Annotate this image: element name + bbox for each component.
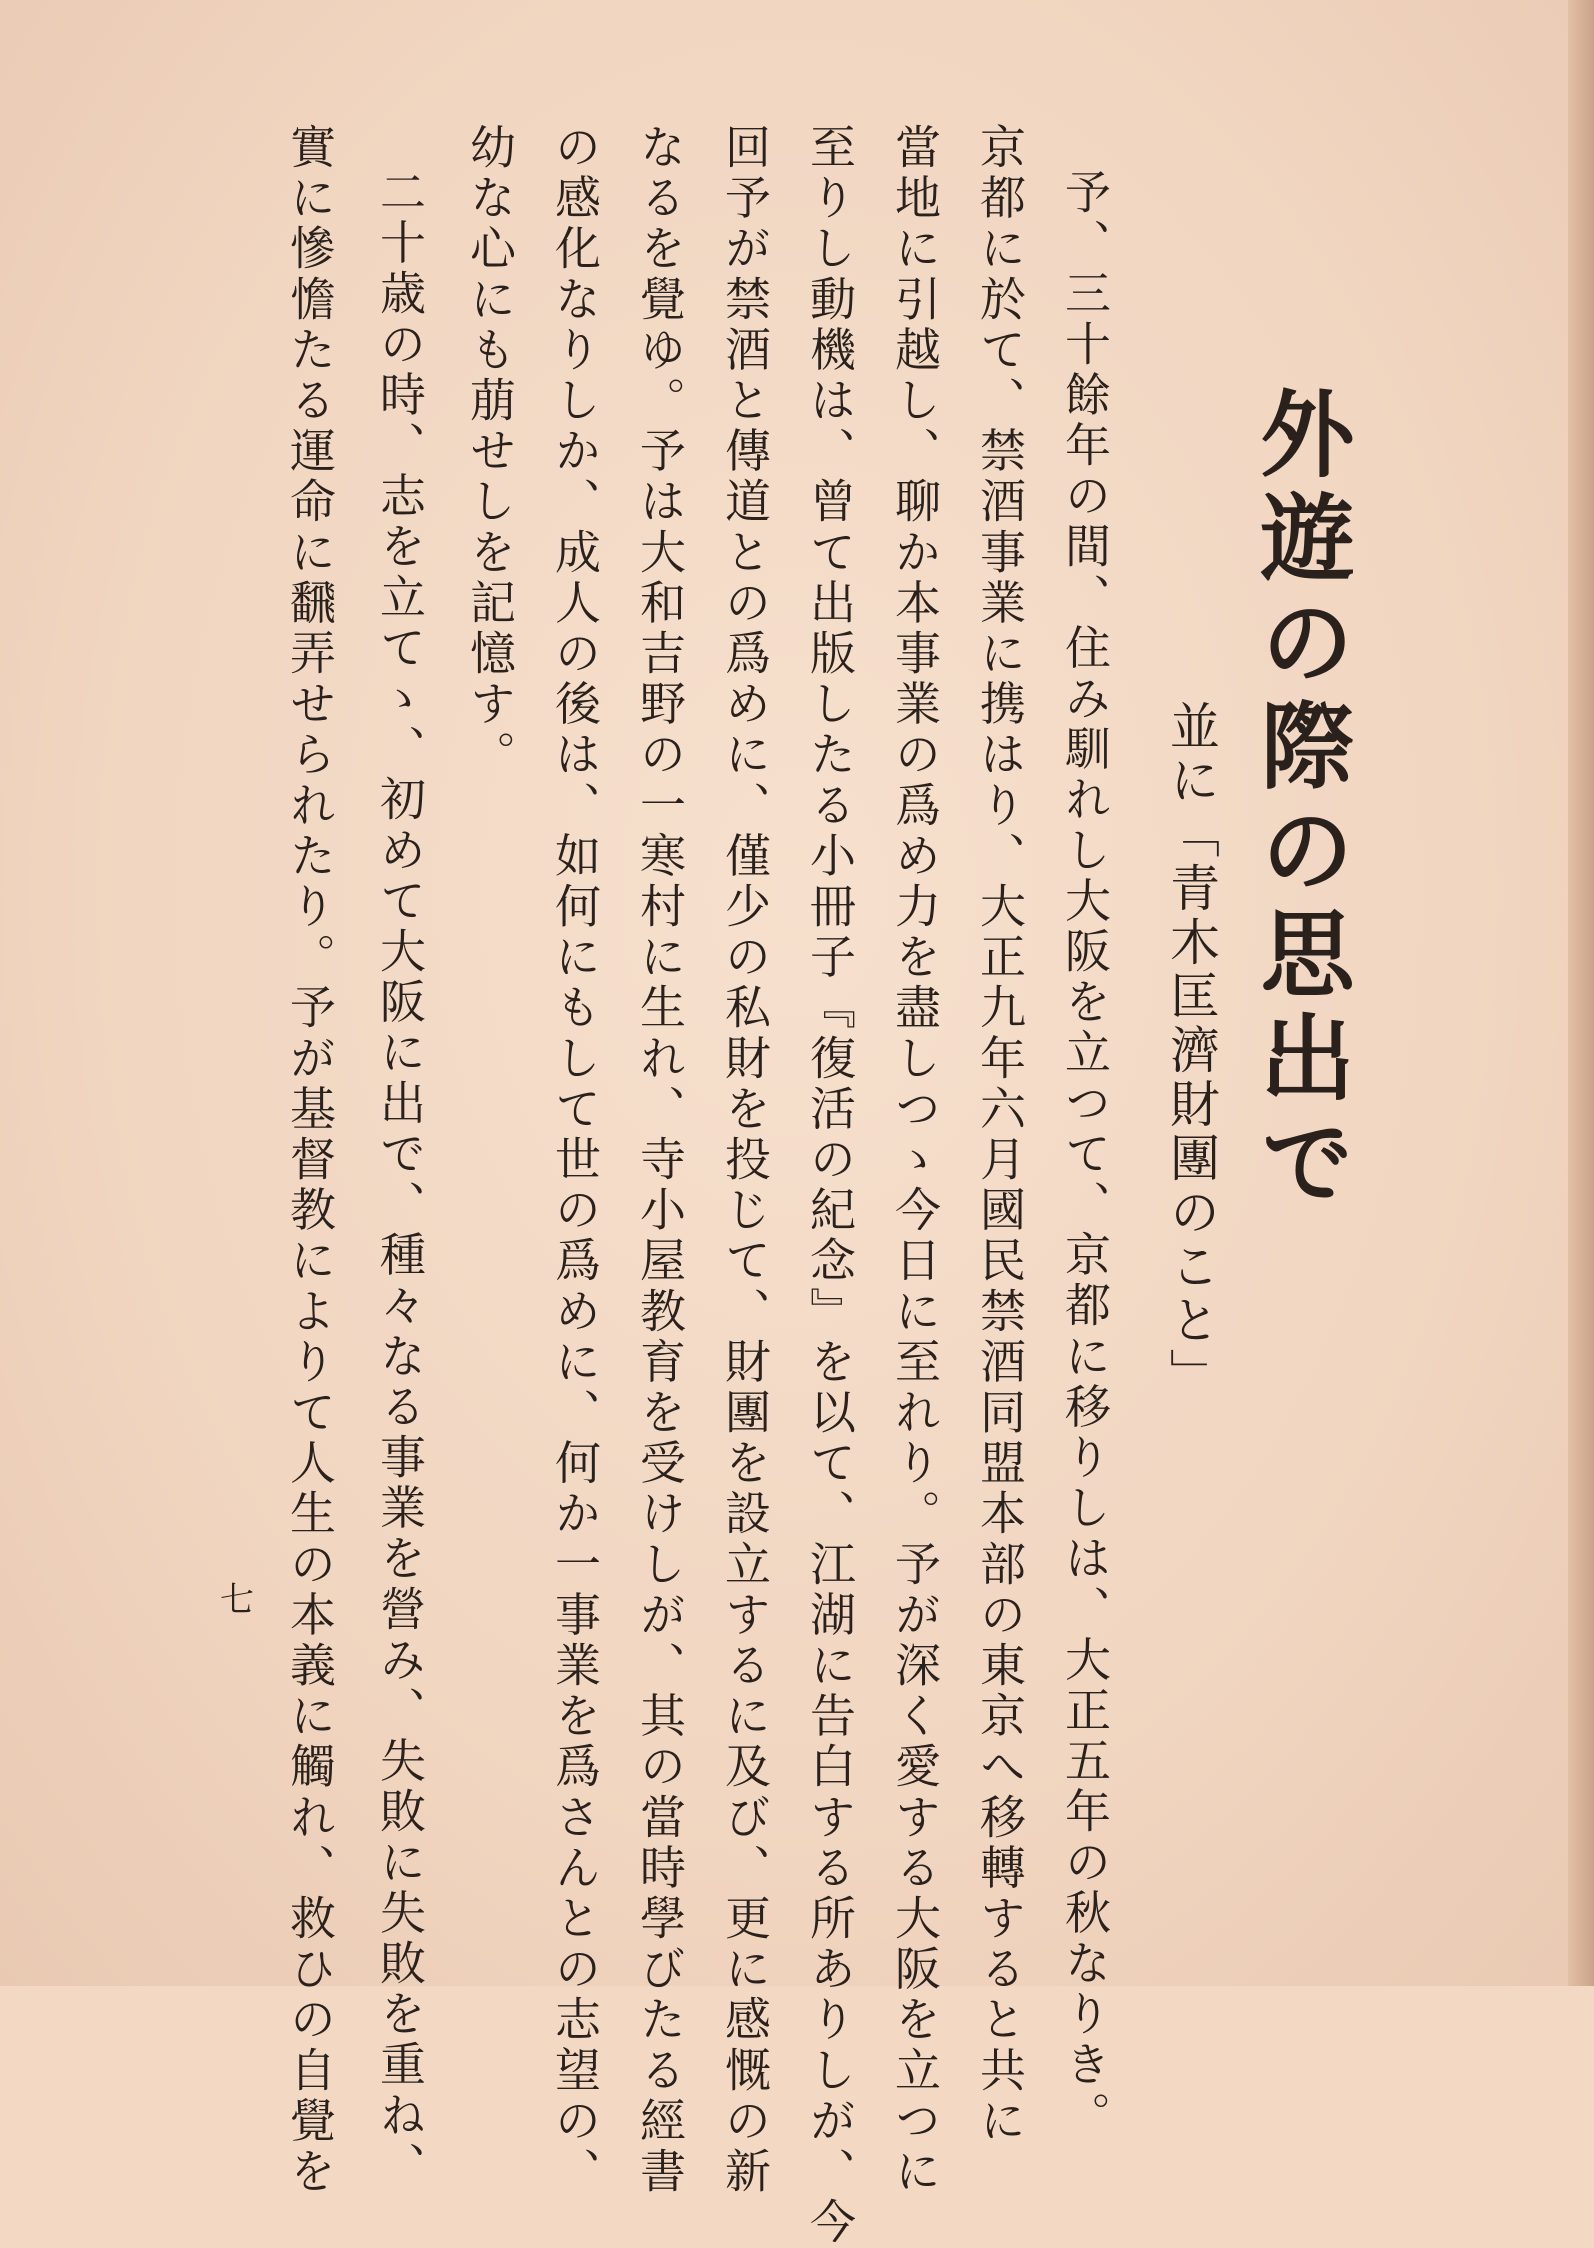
- body-line: 實に慘憺たる運命に飜弄せられたり。予が基督教によりて人生の本義に觸れ、救ひの自覺を: [283, 123, 337, 2198]
- body-line: 京都に於て、禁酒事業に携はり、大正九年六月國民禁酒同盟本部の東京へ移轉すると共に: [973, 123, 1027, 2147]
- body-line: 當地に引越し、聊か本事業の爲め力を盡しつゝ今日に至れり。予が深く愛する大阪を立つに: [888, 123, 942, 2198]
- page-title: 外遊の際の思出で: [1244, 385, 1354, 1217]
- page-number: 七: [220, 1580, 254, 1620]
- body-line: 予、三十餘年の間、住み馴れし大阪を立つて、京都に移りしは、大正五年の秋なりき。: [1058, 168, 1112, 2142]
- body-line: 至りし動機は、曾て出版したる小冊子『復活の紀念』を以て、江湖に告白する所ありしが、今: [803, 123, 857, 2248]
- body-line: 二十歳の時、志を立てゝ、初めて大阪に出で、種々なる事業を營み、失敗に失敗を重ね、: [373, 168, 427, 2192]
- body-line: なるを覺ゆ。予は大和吉野の一寒村に生れ、寺小屋教育を受けしが、其の當時學びたる經書: [633, 123, 687, 2198]
- page-edge: [1568, 0, 1594, 1986]
- body-line: の感化なりしか、成人の後は、如何にもして世の爲めに、何か一事業を爲さんとの志望の、: [548, 123, 602, 2198]
- page-subtitle: 並に「青木匡濟財團のこと」: [1162, 700, 1220, 1402]
- body-line: 幼な心にも萠せしを記憶す。: [463, 123, 517, 781]
- body-line: 回予が禁酒と傳道との爲めに、僅少の私財を投じて、財團を設立するに及び、更に感慨の新: [718, 123, 772, 2198]
